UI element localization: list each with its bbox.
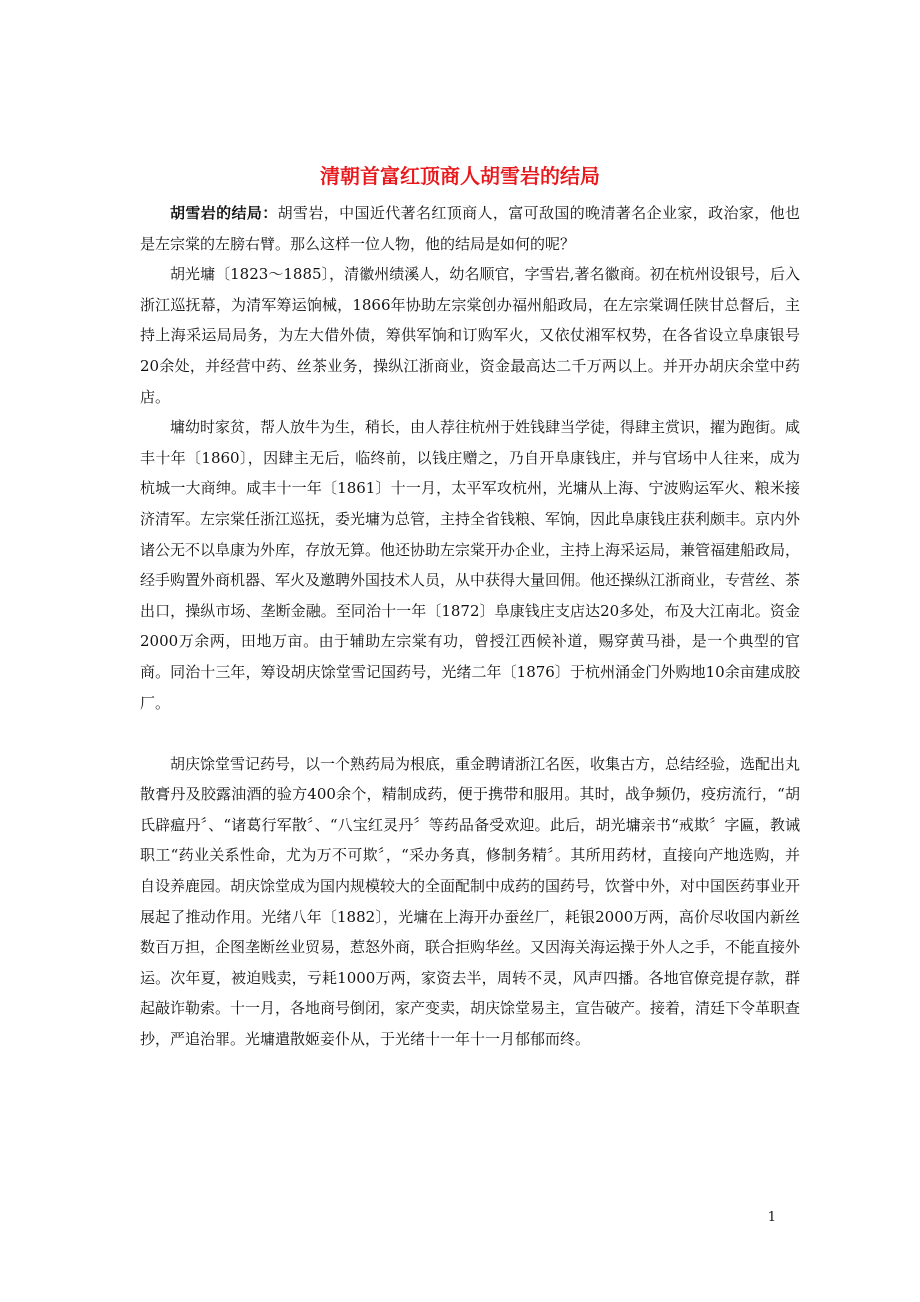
paragraph-biography: 胡光墉〔1823～1885〕，清徽州绩溪人，幼名顺官，字雪岩,著名徽商。初在杭州设银号，后入浙江巡抚幕，为清军筹运饷械，1866年协助左宗棠创办福州船政局，在左宗棠调任陕甘总督后，主持上海采运局局务，为左大借外债，筹供军饷和订购军火，又依仗湘军权势，在各省设立阜康银号20余处，并经营中药、丝茶业务，操纵江浙商业，资金最高达二千万两以上。并开办胡庆余堂中药店。 [140,265,800,406]
paragraph-pharmacy-and-ending: 胡庆馀堂雪记药号，以一个熟药局为根底，重金聘请浙江名医，收集古方，总结经验，选配出丸散膏丹及胶露油酒的验方400余个，精制成药，便于携带和服用。其时，战争频仍，疫疠流行，“胡氏辟瘟丹〞、“诸葛行军散〞、“八宝红灵丹〞等药品备受欢迎。此后，胡光墉亲书“戒欺〞字匾，教诫职工“药业关系性命，尤为万不可欺〞，“采办务真，修制务精〞。其所用药材，直接向产地选购，并自设养鹿园。胡庆馀堂成为国内规模较大的全面配制中成药的国药号，饮誉中外，对中国医药事业开展起了推动作用。光绪八年〔1882〕，光墉在上海开办蚕丝厂，耗银2000万两，高价尽收国内新丝数百万担，企图垄断丝业贸易，惹怒外商，联合拒购华丝。又因海关海运操于外人之手，不能直接外运。次年夏，被迫贱卖，亏耗1000万两，家资去半，周转不灵，风声四播。各地官僚竞提存款，群起敲诈勒索。十一月，各地商号倒闭，家产变卖，胡庆馀堂易主，宣告破产。接着，清廷下令革职查抄，严追治罪。光墉遣散姬妾仆从，于光绪十一年十一月郁郁而终。 [140,754,801,1049]
paragraph-early-life: 墉幼时家贫，帮人放牛为生，稍长，由人荐往杭州于姓钱肆当学徒，得肆主赏识，擢为跑街。咸丰十年〔1860〕，因肆主无后，临终前，以钱庄赠之，乃自开阜康钱庄，并与官场中人往来，成为杭城一大商绅。咸丰十一年〔1861〕十一月，太平军攻杭州，光墉从上海、宁波购运军火、粮米接济清军。左宗棠任浙江巡抚，委光墉为总管，主持全省钱粮、军饷，因此阜康钱庄获利颇丰。京内外诸公无不以阜康为外库，存放无算。他还协助左宗棠开办企业，主持上海采运局，兼管福建船政局，经手购置外商机器、军火及邀聘外国技术人员，从中获得大量回佣。他还操纵江浙商业，专营丝、茶出口，操纵市场、垄断金融。至同治十一年〔1872〕阜康钱庄支店达20多处，布及大江南北。资金2000万余两，田地万亩。由于辅助左宗棠有功，曾授江西候补道，赐穿黄马褂，是一个典型的官商。同治十三年，筹设胡庆馀堂雪记国药号，光绪二年〔1876〕于杭州涌金门外购地10余亩建成胶厂。 [140,418,801,712]
document-body [140,198,800,1055]
page-number: 1 [767,1210,776,1225]
intro-text: 胡雪岩，中国近代著名红顶商人，富可敌国的晚清著名企业家，政治家，他也是左宗棠的左膀右臂。那么这样一位人物，他的结局是如何的呢？ [140,204,800,253]
intro-paragraph [140,198,800,259]
intro-lead: 胡雪岩的结局： [170,204,278,222]
document-title: 清朝首富红顶商人胡雪岩的结局 [320,164,600,188]
